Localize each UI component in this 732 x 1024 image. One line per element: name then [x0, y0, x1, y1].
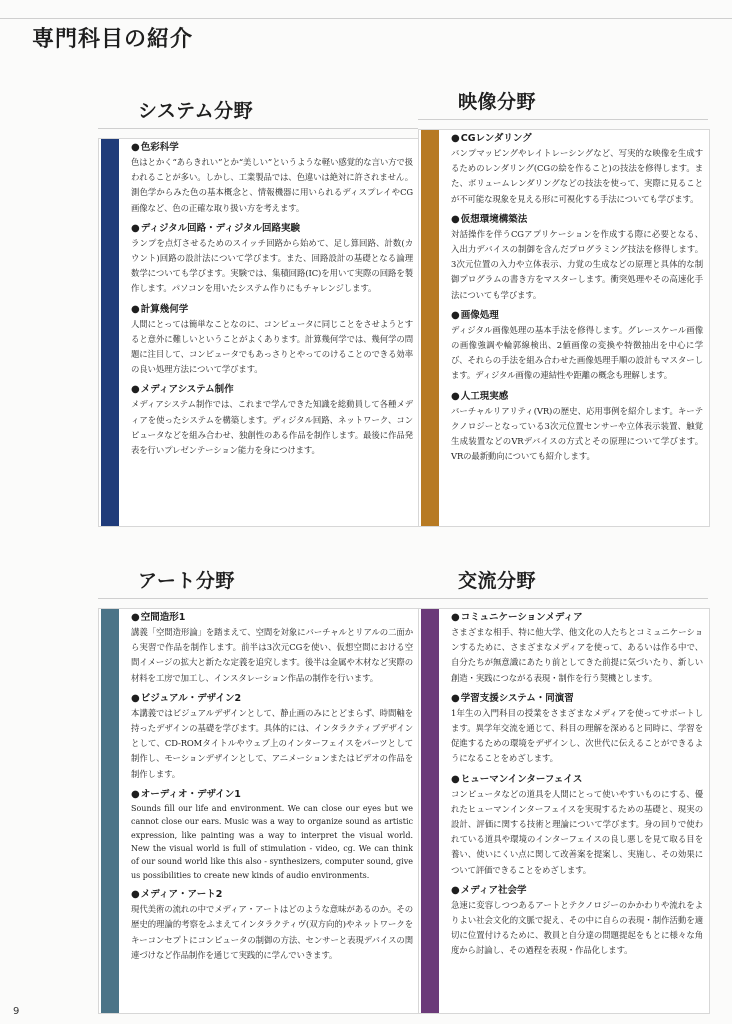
topic-body: ディジタル画像処理の基本手法を修得します。グレースケール画像の画像強調や輪郭線検出、2値画像の変換や特徴抽出を中心に学び、それらの手法を組み合わせた画像処理手順の設計もマスターします。ディジタル画像の連結性や距離の概念も理解します。 [451, 324, 703, 381]
section-title: 交流分野 [458, 570, 537, 592]
topic-body: 講義「空間造形論」を踏まえて、空間を対象にバーチャルとリアルの二面から実習で作品を制作します。前半は3次元CGを使い、仮想空間における空間イメージの拡大と新たな定義を追究します。後半は金属や木材など実際の材料を工房で加工し、インスタレーション作品の制作を行います。 [131, 627, 413, 683]
bullet-icon: ● [451, 773, 460, 785]
topic-title [451, 213, 703, 227]
section-art [98, 562, 418, 1014]
topic-title-text: 計算幾何学 [140, 303, 189, 315]
topic-title [451, 884, 703, 898]
section-title: アート分野 [138, 570, 235, 592]
topic-list [451, 132, 703, 526]
topic [131, 692, 413, 782]
topic-title [451, 309, 703, 323]
section-header [98, 92, 418, 129]
topic-body: コンピュータなどの道具を人間にとって使いやすいものにする、優れたヒューマンインターフェイスを実現するための基礎と、現実の設計、評価に関する技術と理論について学びます。身の回りで使われている道具や環境のインターフェイスの良し悪しを見て取る目を養い、使いにくい点に関して改善案を提案し、実施し、その効果について評価できることをめざします。 [451, 788, 703, 875]
topic [451, 213, 703, 303]
topic-title-text: ビジュアル・デザイン2 [140, 692, 242, 704]
bullet-icon: ● [131, 612, 140, 623]
topic-title-text: オーディオ・デザイン1 [140, 788, 241, 800]
topic-title [131, 611, 413, 625]
topic [131, 611, 413, 686]
bullet-icon: ● [131, 384, 140, 396]
topic-list [131, 611, 413, 1013]
topic-body: メディアシステム制作では、これまで学んできた知識を総動員して各種メディアを使ったシステムを構築します。ディジタル回路、ネットワーク、コンピュータなどを組み合わせ、独創性のある作品を制作します。最後に作品発表を行いプレゼンテーション能力を身につけます。 [131, 399, 413, 456]
topic-body: Sounds fill our life and environment. We can close our eyes but we cannot close our ears. Music was a way to organize sound as artistic expression, like painting was a way to interpret the visual world. New the visual world is full of stimulation - video, cg. We can think of our sound world like this also - synthesizers, computer sound, give us possibilities to create new kinds of audio environments. [131, 803, 413, 880]
section-body [98, 608, 420, 1014]
bullet-icon: ● [131, 142, 140, 153]
bullet-icon: ● [451, 692, 460, 704]
bullet-icon: ● [451, 884, 460, 896]
section-header [98, 562, 418, 599]
topic-title [451, 611, 703, 625]
section-color-bar [421, 130, 439, 526]
topic-title-text: メディアシステム制作 [140, 384, 234, 396]
topic-body: さまざまな相手、特に他大学、他文化の人たちとコミュニケーションするために、さまざまなメディアを使って、あるいは作る中で、自分たちが無意識にあたり前としてきた前提に気づいたり、新しい創造・実践につながる表現・制作を行う契機とします。 [451, 627, 703, 683]
topic-title [131, 888, 413, 902]
topic-body: 対話操作を伴うCGアプリケーションを作成する際に必要となる、入出力デバイスの制御を含んだプログラミング技法を修得します。3次元位置の入力や立体表示、力覚の生成などの原理と具体的な制御プログラムの書き方をマスターします。衝突処理やその高速化手法についても学びます。 [451, 228, 703, 300]
topic [131, 788, 413, 882]
topic [131, 141, 413, 216]
bullet-icon: ● [131, 889, 140, 901]
section-title: システム分野 [138, 100, 254, 122]
topic-body: 現代美術の流れの中でメディア・アートはどのような意味があるのか。その歴史的理論的考察をふまえてインタラクティヴ(双方向的)やネットワークをキーコンセプトにコンピュータの制御の方法、センサーと表現デバイスの関連づけなど作品制作を通じて実践的に学んでいきます。 [131, 904, 413, 960]
topic-title [451, 773, 703, 787]
section-header [418, 83, 708, 120]
topic-title [131, 692, 413, 706]
topic-title [131, 141, 413, 155]
topic-title-text: コミュニケーションメディア [460, 612, 583, 623]
section-body [418, 129, 710, 527]
topic [131, 888, 413, 963]
page-title: 専門科目の紹介 [32, 27, 194, 52]
topic [451, 611, 703, 686]
topic-body: 急速に変容しつつあるアートとテクノロジーのかかわりや流れをよりよい社会文化的文脈で捉え、その中に自らの表現・制作活動を適切に位置付けるために、教員と自分達の問題提起をもとに様々な角度から討論し、その過程を表現・作品化します。 [451, 899, 703, 956]
top-rule [0, 18, 732, 19]
topic-body: ランプを点灯させるためのスイッチ回路から始めて、足し算回路、計数(カウント)回路の設計法について学びます。また、回路設計の基礎となる論理数学についても学びます。実験では、集積回路(IC)を用いて実際の回路を製作します。パソコンを用いたシステム作りにもチャレンジします。 [131, 237, 413, 294]
topic-title [451, 132, 703, 146]
page-number: 9 [13, 1006, 20, 1017]
section-color-bar [101, 139, 119, 526]
topic-body: 1年生の入門科目の授業をさまざまなメディアを使ってサポートします。異学年交流を通じて、科目の理解を深めると同時に、学習を促進するための環境をデザインし、次世代に伝えることができるようになることをめざします。 [451, 707, 703, 764]
topic-title [131, 222, 413, 236]
topic [451, 773, 703, 878]
topic-title-text: 学習支援システム・同演習 [460, 692, 574, 704]
topic-title [131, 303, 413, 317]
topic-list [451, 611, 703, 1013]
topic-title-text: 色彩科学 [140, 142, 179, 153]
topic [451, 884, 703, 959]
topic [131, 222, 413, 297]
bullet-icon: ● [131, 788, 140, 800]
section-body [418, 608, 710, 1014]
bullet-icon: ● [451, 612, 460, 623]
section-system [98, 92, 418, 527]
topic [451, 390, 703, 465]
topic-list [131, 141, 413, 526]
bullet-icon: ● [131, 222, 140, 234]
topic [451, 132, 703, 207]
topic-title-text: 空間造形1 [140, 612, 186, 623]
topic [131, 303, 413, 378]
topic-title-text: 仮想環境構築法 [460, 213, 528, 225]
topic-title-text: CGレンダリング [460, 133, 532, 144]
bullet-icon: ● [131, 692, 140, 704]
topic [451, 309, 703, 384]
section-body [98, 138, 420, 527]
section-color-bar [101, 609, 119, 1013]
topic-title-text: 画像処理 [460, 309, 499, 321]
bullet-icon: ● [451, 309, 460, 321]
topic-title [131, 383, 413, 397]
topic-body: 人間にとっては簡単なことなのに、コンピュータに同じことをさせようとすると意外に難しいということがよくあります。計算幾何学では、幾何学の問題に注目して、コンピュータでもあっさりとやってのけることのできる効率の良い処理方法について学びます。 [131, 318, 413, 375]
bullet-icon: ● [451, 133, 460, 144]
section-title: 映像分野 [458, 91, 537, 113]
topic-body: バーチャルリアリティ(VR)の歴史、応用事例を紹介します。キーテクノロジーとなっている3次元位置センサーや立体表示装置、触覚生成装置などのVRデバイスの方式とその原理について学びます。VRの最新動向についても紹介します。 [451, 405, 703, 462]
topic-body: 本講義ではビジュアルデザインとして、静止画のみにとどまらず、時間軸を持ったデザインの基礎を学びます。具体的には、インタラクティブデザインとして、CD-ROMタイトルやウェブ上のインターフェイスをパーツとして制作し、モーションデザインとして、アニメーションまたはビデオの作品を制作します。 [131, 707, 413, 779]
section-video [418, 83, 708, 527]
topic-title-text: ヒューマンインターフェイス [460, 773, 583, 785]
topic-title [451, 390, 703, 404]
section-communication [418, 562, 708, 1014]
topic-body: バンプマッピングやレイトレーシングなど、写実的な映像を生成するためのレンダリング(CGの絵を作ること)の技法を修得します。また、ボリュームレンダリングなどの技法を使って、実際に見ることが不可能な現象を見える形に可視化する手法についても学びます。 [451, 148, 703, 204]
bullet-icon: ● [451, 213, 460, 225]
topic [451, 692, 703, 767]
bullet-icon: ● [451, 390, 460, 402]
topic-title [131, 788, 413, 802]
topic-title-text: メディア・アート2 [140, 889, 223, 901]
topic-title-text: 人工現実感 [460, 390, 509, 402]
topic-title-text: メディア社会学 [460, 884, 527, 896]
topic-title-text: ディジタル回路・ディジタル回路実験 [140, 222, 300, 234]
topic [131, 383, 413, 458]
section-color-bar [421, 609, 439, 1013]
section-header [418, 562, 708, 599]
topic-body: 色はとかく“あらきれい”とか“美しい”というような軽い感覚的な言い方で扱われることが多い。しかし、工業製品では、色違いは絶対に許されません。測色学からみた色の基本概念と、情報機器に用いられるディスプレイやCG画像など、色の正確な取り扱い方を考えます。 [131, 157, 413, 213]
bullet-icon: ● [131, 303, 140, 315]
topic-title [451, 692, 703, 706]
